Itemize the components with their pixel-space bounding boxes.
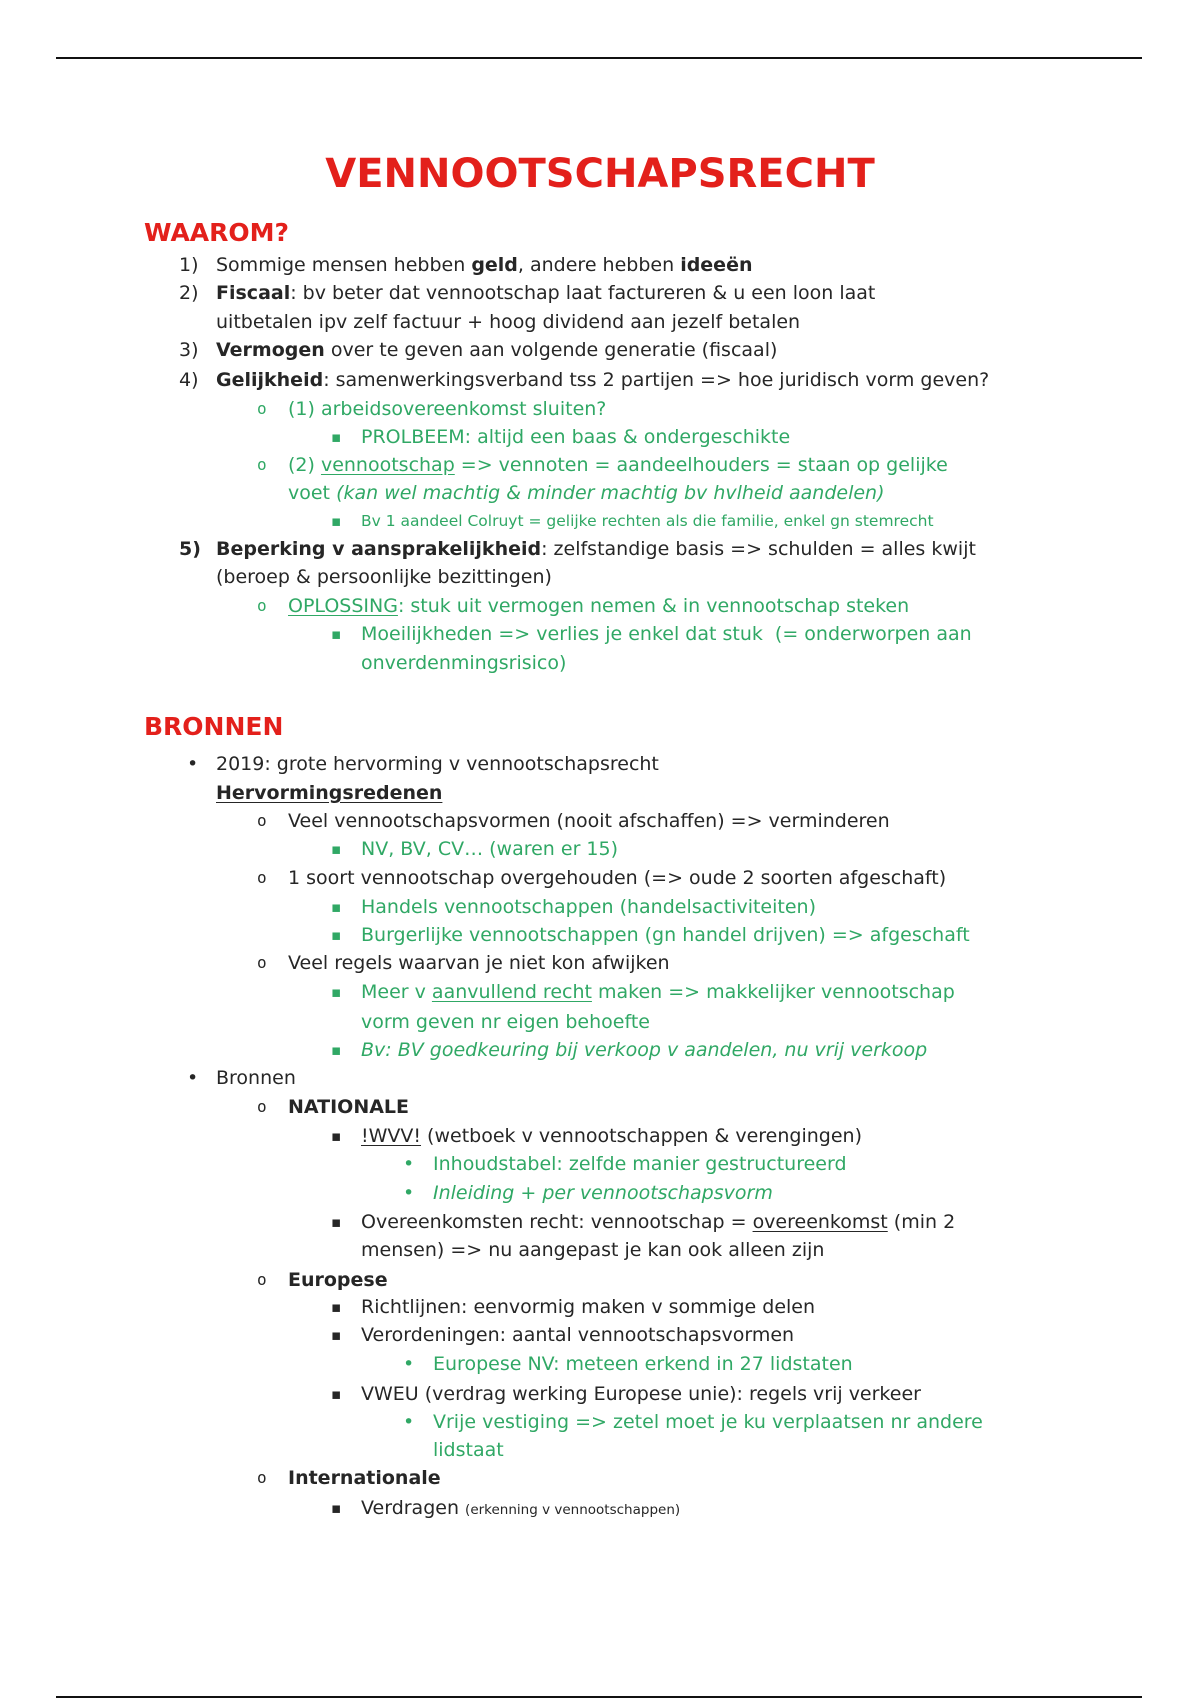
sub-item (257, 1266, 388, 1294)
level4-item (403, 1150, 847, 1178)
sub-sub-item (331, 1494, 681, 1524)
item-text: mensen) => nu aangepast je kan ook alleen zijn (361, 1239, 825, 1261)
item-text: uitbetalen ipv zelf factuur + hoog dividend aan jezelf betalen (216, 311, 801, 333)
sub-item (257, 451, 948, 479)
underlined-term: OPLOSSING (288, 595, 398, 617)
sub-sub-item (331, 1122, 862, 1150)
item-text: Veel vennootschapsvormen (nooit afschaffen) => verminderen (288, 810, 890, 832)
bold-term: Beperking v aansprakelijkheid (216, 538, 542, 560)
level4-item-continuation (433, 1436, 504, 1464)
item-text: (2) (288, 454, 321, 476)
square-bullet-icon: ▪ (331, 512, 342, 530)
list-item (179, 279, 876, 307)
item-text: (beroep & persoonlijke bezittingen) (216, 566, 552, 588)
sub-sub-item (331, 1321, 795, 1349)
item-text: Sommige mensen hebben (216, 254, 472, 276)
item-text: Vrije vestiging => zetel moet je ku verplaatsen nr andere (433, 1411, 983, 1433)
square-bullet-icon: ▪ (331, 840, 342, 858)
list-number: 5) (179, 538, 201, 560)
sub-sub-item-continuation (361, 649, 566, 677)
dot-bullet-icon: • (187, 753, 199, 775)
item-text: : stuk uit vermogen nemen & in vennootschap steken (397, 595, 910, 617)
italic-note: (kan wel machtig & minder machtig bv hvlheid aandelen) (336, 482, 885, 504)
bold-term: Vermogen (216, 339, 325, 361)
item-text: Verdragen (361, 1497, 466, 1519)
square-bullet-icon: ▪ (331, 1499, 342, 1517)
item-text: over te geven aan volgende generatie (fiscaal) (324, 339, 778, 361)
subheading-hervormingsredenen: Hervormingsredenen (216, 782, 443, 804)
footer-rule (56, 1696, 1142, 1698)
sub-item (257, 807, 890, 835)
list-item (179, 366, 990, 394)
list-number: 3) (179, 339, 199, 361)
square-bullet-icon: ▪ (331, 1213, 342, 1231)
circle-bullet-icon: o (257, 455, 267, 474)
list-item (179, 535, 976, 563)
item-text: Verordeningen: aantal vennootschapsvormen (361, 1324, 795, 1346)
square-bullet-icon: ▪ (331, 983, 342, 1001)
square-bullet-icon: ▪ (331, 1041, 342, 1059)
sub-sub-item (331, 893, 816, 921)
square-bullet-icon: ▪ (331, 1326, 342, 1344)
sub-item (257, 864, 947, 892)
section-heading-bronnen: BRONNEN (144, 712, 284, 741)
sub-sub-item (331, 978, 955, 1006)
underlined-term: overeenkomst (752, 1211, 888, 1233)
level4-item (403, 1408, 983, 1436)
sub-sub-item (331, 507, 934, 535)
underlined-term: !WVV! (361, 1125, 422, 1147)
item-text: (1) arbeidsovereenkomst sluiten? (288, 398, 607, 420)
bold-term: Internationale (288, 1467, 441, 1489)
underlined-term: vennootschap (320, 454, 455, 476)
list-item (187, 1064, 296, 1092)
square-bullet-icon: ▪ (331, 1127, 342, 1145)
circle-bullet-icon: o (257, 811, 267, 830)
item-text: NV, BV, CV… (waren er 15) (361, 838, 619, 860)
item-text: : zelfstandige basis => schulden = alles kwijt (541, 538, 976, 560)
list-item (179, 336, 778, 364)
underlined-term: aanvullend recht (431, 981, 592, 1003)
section-heading-waarom: WAAROM? (144, 218, 290, 247)
bold-term: Fiscaal (216, 282, 291, 304)
page-title: VENNOOTSCHAPSRECHT (325, 151, 875, 197)
item-text: voet (288, 482, 337, 504)
item-text: Burgerlijke vennootschappen (gn handel drijven) => afgeschaft (361, 924, 970, 946)
sub-sub-item (331, 1380, 921, 1408)
list-item (179, 251, 753, 279)
item-text: (wetboek v vennootschappen & verengingen) (421, 1125, 862, 1147)
circle-bullet-icon: o (257, 1270, 267, 1289)
item-text: VWEU (verdrag werking Europese unie): regels vrij verkeer (361, 1383, 921, 1405)
item-text: Bronnen (216, 1067, 296, 1089)
circle-bullet-icon: o (257, 1097, 267, 1116)
item-text: maken => makkelijker vennootschap (591, 981, 955, 1003)
item-text: lidstaat (433, 1439, 504, 1461)
list-number: 2) (179, 282, 199, 304)
level4-item (403, 1350, 853, 1378)
sub-item (257, 1093, 410, 1121)
list-item-continuation (216, 308, 800, 336)
item-text: Overeenkomsten recht: vennootschap = (361, 1211, 753, 1233)
sub-item (257, 592, 910, 620)
circle-bullet-icon: o (257, 868, 267, 887)
sub-sub-item (331, 1208, 956, 1236)
list-number: 4) (179, 369, 199, 391)
bold-term: Gelijkheid (216, 369, 324, 391)
item-text: Inhoudstabel: zelfde manier gestructureerd (433, 1153, 847, 1175)
square-bullet-icon: ▪ (331, 926, 342, 944)
sub-sub-item (331, 1293, 816, 1321)
sub-item-continuation (288, 479, 885, 507)
square-bullet-icon: ▪ (331, 625, 342, 643)
sub-sub-item (331, 423, 791, 451)
square-bullet-icon: ▪ (331, 898, 342, 916)
item-text: Bv: BV goedkeuring bij verkoop v aandelen, nu vrij verkoop (361, 1039, 928, 1061)
sub-sub-item-continuation (361, 1008, 650, 1036)
list-item-continuation (216, 563, 552, 591)
item-text: , andere hebben (517, 254, 681, 276)
item-text: Moeilijkheden => verlies je enkel dat stuk (= onderworpen aan (361, 623, 972, 645)
sub-sub-item-continuation (361, 1236, 824, 1264)
sub-item (257, 1464, 441, 1492)
item-text: onverdenmingsrisico) (361, 652, 567, 674)
sub-sub-item (331, 921, 970, 949)
sub-sub-item (331, 835, 619, 863)
circle-bullet-icon: o (257, 953, 267, 972)
level4-item (403, 1179, 773, 1207)
item-text: Veel regels waarvan je niet kon afwijken (288, 952, 670, 974)
bold-term: Europese (288, 1269, 388, 1291)
bold-term: geld (471, 254, 518, 276)
item-text: Inleiding + per vennootschapsvorm (433, 1182, 773, 1204)
item-text: : samenwerkingsverband tss 2 partijen => hoe juridisch vorm geven? (323, 369, 990, 391)
dot-bullet-icon: • (403, 1153, 415, 1175)
square-bullet-icon: ▪ (331, 1298, 342, 1316)
item-text: Richtlijnen: eenvormig maken v sommige delen (361, 1296, 816, 1318)
sub-item (257, 949, 670, 977)
item-text: (min 2 (887, 1211, 956, 1233)
item-text: Meer v (361, 981, 432, 1003)
item-text: vorm geven nr eigen behoefte (361, 1011, 650, 1033)
item-text: => vennoten = aandeelhouders = staan op gelijke (454, 454, 948, 476)
small-note: (erkenning v vennootschappen) (465, 1502, 681, 1518)
sub-item (257, 395, 607, 423)
item-text: : bv beter dat vennootschap laat factureren & u een loon laat (290, 282, 876, 304)
circle-bullet-icon: o (257, 399, 267, 418)
item-text: PROLBEEM: altijd een baas & ondergeschikte (361, 426, 791, 448)
circle-bullet-icon: o (257, 1468, 267, 1487)
square-bullet-icon: ▪ (331, 428, 342, 446)
subheading (216, 779, 442, 807)
header-rule (56, 57, 1142, 59)
list-number: 1) (179, 254, 199, 276)
dot-bullet-icon: • (403, 1411, 415, 1433)
circle-bullet-icon: o (257, 596, 267, 615)
item-text: Bv 1 aandeel Colruyt = gelijke rechten als die familie, enkel gn stemrecht (361, 512, 934, 530)
dot-bullet-icon: • (187, 1067, 199, 1089)
dot-bullet-icon: • (403, 1182, 415, 1204)
item-text: 2019: grote hervorming v vennootschapsrecht (216, 753, 659, 775)
sub-sub-item (331, 1036, 928, 1064)
item-text: Europese NV: meteen erkend in 27 lidstaten (433, 1353, 853, 1375)
item-text: 1 soort vennootschap overgehouden (=> oude 2 soorten afgeschaft) (288, 867, 947, 889)
sub-sub-item (331, 620, 972, 648)
list-item (187, 750, 659, 778)
bold-term: NATIONALE (288, 1096, 410, 1118)
item-text: Handels vennootschappen (handelsactiviteiten) (361, 896, 816, 918)
dot-bullet-icon: • (403, 1353, 415, 1375)
square-bullet-icon: ▪ (331, 1385, 342, 1403)
bold-term: ideeën (680, 254, 753, 276)
